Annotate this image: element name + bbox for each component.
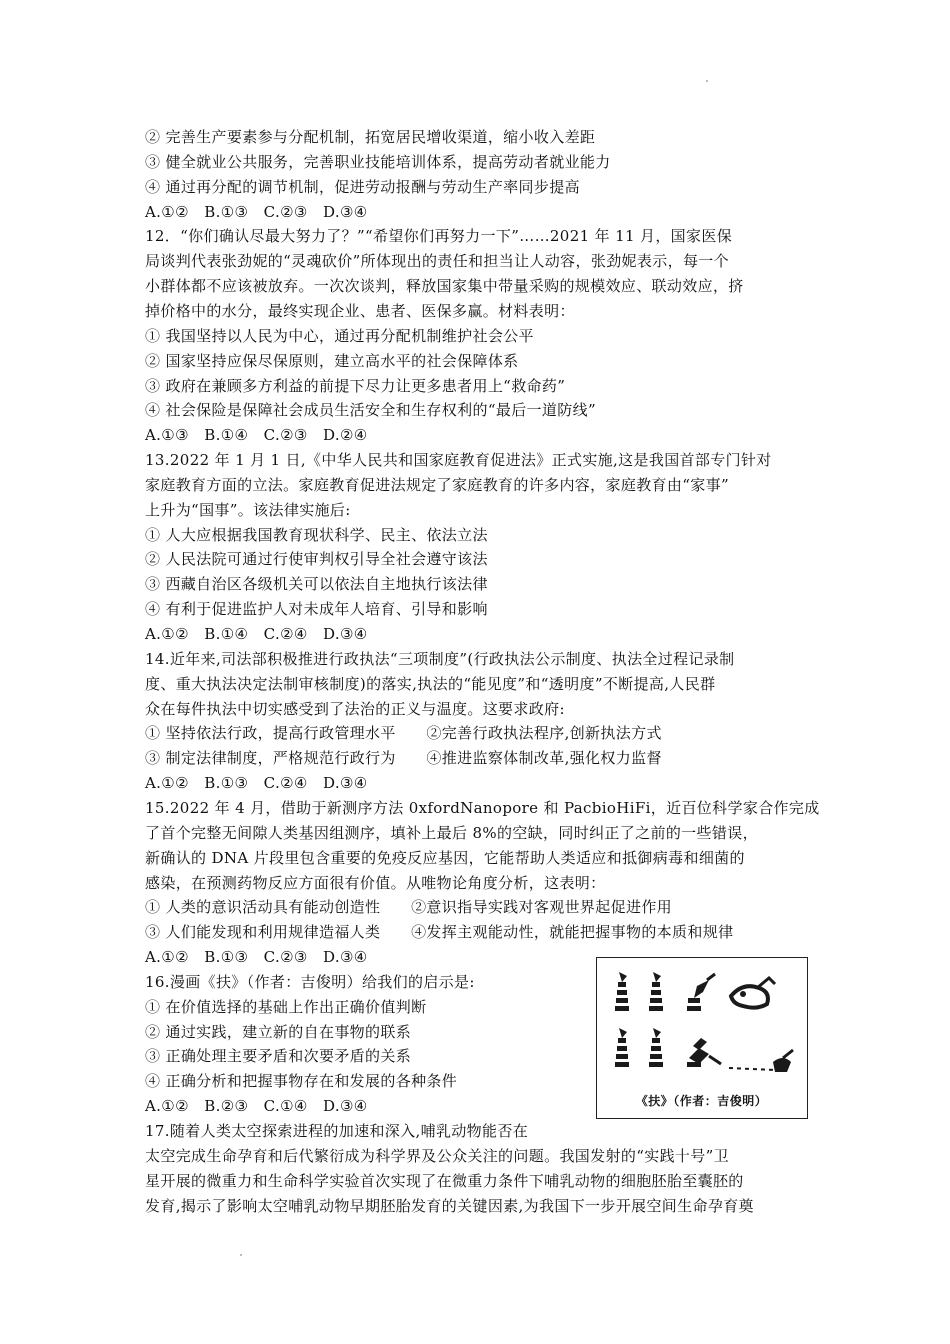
text-line: ② 国家坚持应保尽保原则，建立高水平的社会保障体系 xyxy=(145,352,519,370)
text-line: 掉价格中的水分，最终实现企业、患者、医保多赢。材料表明： xyxy=(145,302,575,320)
text-line: A.①② B.①③ C.②③ D.③④ xyxy=(145,203,368,221)
text-line: A.①② B.①④ C.②④ D.③④ xyxy=(145,625,368,643)
text-line: ③ 人们能发现和利用规律造福人类 ④发挥主观能动性，就能把握事物的本质和规律 xyxy=(145,923,734,941)
text-line: 众在每件执法中切实感受到了法治的正义与温度。这要求政府: xyxy=(145,700,565,718)
text-line: ① 坚持依法行政，提高行政管理水平 ②完善行政执法程序,创新执法方式 xyxy=(145,724,662,742)
scan-speck-bottom xyxy=(240,1254,242,1256)
text-line: ② 通过实践，建立新的自在事物的联系 xyxy=(145,1023,412,1041)
text-line: 16.漫画《扶》（作者：吉俊明）给我们的启示是: xyxy=(145,973,475,991)
text-line: 小群体都不应该被放弃。一次次谈判，释放国家集中带量采购的规模效应、联动效应，挤 xyxy=(145,277,744,295)
text-line: 13.2022 年 1 月 1 日,《中华人民共和国家庭教育促进法》正式实施,这是我国首部专门针对 xyxy=(145,451,772,469)
text-line: A.①② B.①③ C.②④ D.③④ xyxy=(145,774,368,792)
text-line: 新确认的 DNA 片段里包含重要的免疫反应基因，它能帮助人类适应和抵御病毒和细菌的 xyxy=(145,849,745,867)
text-line: ④ 正确分析和把握事物存在和发展的各种条件 xyxy=(145,1072,458,1090)
text-line: ④ 社会保险是保障社会成员生活安全和生存权利的“最后一道防线” xyxy=(145,401,596,419)
text-line: ① 在价值选择的基础上作出正确价值判断 xyxy=(145,998,427,1016)
text-line: ① 人类的意识活动具有能动创造性 ②意识指导实践对客观世界起促进作用 xyxy=(145,898,673,916)
text-line: 感染，在预测药物反应方面很有价值。从唯物论角度分析，这表明： xyxy=(145,874,606,892)
text-line: A.①③ B.①④ C.②③ D.②④ xyxy=(145,426,368,444)
scan-speck-top xyxy=(706,80,708,82)
text-line: ③ 制定法律制度，严格规范行政行为 ④推进监察体制改革,强化权力监督 xyxy=(145,749,662,767)
text-line: 14.近年来,司法部积极推进行政执法“三项制度”(行政执法公示制度、执法全过程记录制 xyxy=(145,650,735,668)
cartoon-image xyxy=(597,958,806,1090)
text-line: ④ 有利于促进监护人对未成年人培育、引导和影响 xyxy=(145,600,488,618)
text-line: ② 完善生产要素参与分配机制，拓宽居民增收渠道，缩小收入差距 xyxy=(145,128,596,146)
text-line: ③ 正确处理主要矛盾和次要矛盾的关系 xyxy=(145,1047,412,1065)
text-line: ② 人民法院可通过行使审判权引导全社会遵守该法 xyxy=(145,550,488,568)
text-line: 了首个完整无间隙人类基因组测序，填补上最后 8%的空缺，同时纠正了之前的一些错误， xyxy=(145,824,758,842)
text-line: ① 我国坚持以人民为中心，通过再分配机制维护社会公平 xyxy=(145,327,534,345)
text-line: 15.2022 年 4 月，借助于新测序方法 0xfordNanopore 和 PacbioHiFi，近百位科学家合作完成 xyxy=(145,799,820,817)
text-line: 发育,揭示了影响太空哺乳动物早期胚胎发育的关键因素,为我国下一步开展空间生命孕育奠 xyxy=(145,1197,754,1215)
text-line: 家庭教育方面的立法。家庭教育促进法规定了家庭教育的许多内容，家庭教育由“家事” xyxy=(145,476,729,494)
cartoon-figure xyxy=(596,957,808,1119)
text-line: 局谈判代表张劲妮的“灵魂砍价”所体现出的责任和担当让人动容，张劲妮表示，每一个 xyxy=(145,252,729,270)
text-line: 17.随着人类太空探索进程的加速和深入,哺乳动物能否在 xyxy=(145,1122,529,1140)
text-line: A.①② B.①③ C.②③ D.③④ xyxy=(145,948,368,966)
text-line: 上升为“国事”。该法律实施后: xyxy=(145,501,351,519)
text-line: ③ 健全就业公共服务，完善职业技能培训体系，提高劳动者就业能力 xyxy=(145,153,611,171)
cartoon-caption: 《扶》（作者：吉俊明） xyxy=(635,1094,768,1108)
text-line: ③ 西藏自治区各级机关可以依法自主地执行该法律 xyxy=(145,575,488,593)
text-line: 太空完成生命孕育和后代繁衍成为科学界及公众关注的问题。我国发射的“实践十号”卫 xyxy=(145,1147,729,1165)
text-line: 星开展的微重力和生命科学实验首次实现了在微重力条件下哺乳动物的细胞胚胎至囊胚的 xyxy=(145,1172,744,1190)
text-line: 12．“你们确认尽最大努力了？”“希望你们再努力一下”……2021 年 11 月，国家医保 xyxy=(145,227,733,245)
text-line: ③ 政府在兼顾多方利益的前提下尽力让更多患者用上“救命药” xyxy=(145,377,566,395)
text-line: 度、重大执法决定法制审核制度)的落实,执法的“能见度”和“透明度”不断提高,人民群 xyxy=(145,675,716,693)
text-line: ① 人大应根据我国教育现状科学、民主、依法立法 xyxy=(145,526,488,544)
text-line: ④ 通过再分配的调节机制，促进劳动报酬与劳动生产率同步提高 xyxy=(145,178,580,196)
text-line: A.①② B.②③ C.①④ D.③④ xyxy=(145,1097,368,1115)
